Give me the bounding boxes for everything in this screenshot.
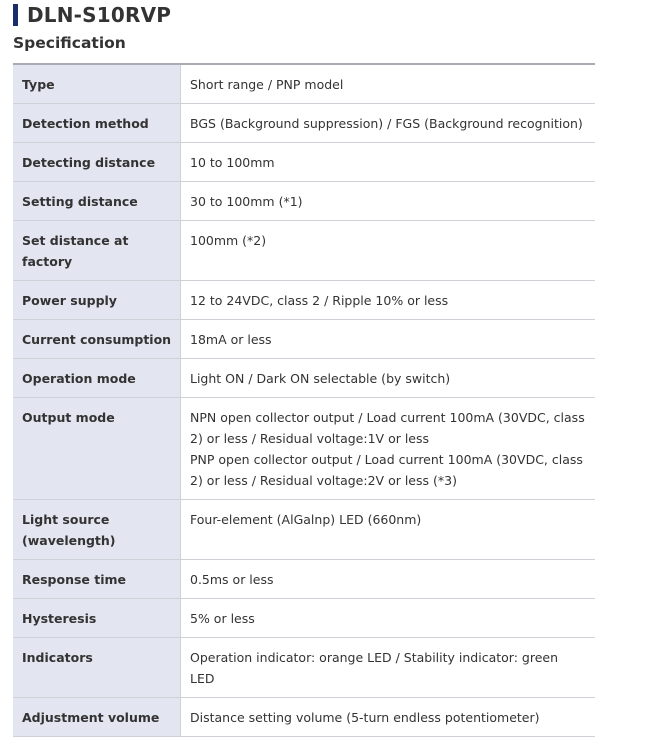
specification-table-body xyxy=(13,64,595,737)
spec-label: Type xyxy=(13,64,181,104)
spec-value: Four-element (AlGalnp) LED (660nm) xyxy=(181,500,596,560)
spec-value: Operation indicator: orange LED / Stability indicator: green LED xyxy=(181,638,596,698)
spec-row xyxy=(13,599,595,638)
spec-label: Operation mode xyxy=(13,359,181,398)
spec-row xyxy=(13,64,595,104)
spec-value: 5% or less xyxy=(181,599,596,638)
spec-value: Distance setting volume (5-turn endless potentiometer) xyxy=(181,698,596,737)
spec-row xyxy=(13,638,595,698)
spec-row xyxy=(13,359,595,398)
spec-label: Adjustment volume xyxy=(13,698,181,737)
spec-row xyxy=(13,104,595,143)
spec-value: NPN open collector output / Load current 100mA (30VDC, class 2) or less / Residual voltage:1V or less PNP open collector output / Load current 100mA (30VDC, class 2) or less / Residual voltage:2V or less (*3) xyxy=(181,398,596,500)
spec-label: Setting distance xyxy=(13,182,181,221)
spec-label: Light source (wavelength) xyxy=(13,500,181,560)
spec-row xyxy=(13,560,595,599)
spec-label: Response time xyxy=(13,560,181,599)
spec-label: Current consumption xyxy=(13,320,181,359)
spec-row xyxy=(13,500,595,560)
spec-value: 18mA or less xyxy=(181,320,596,359)
spec-label: Detection method xyxy=(13,104,181,143)
spec-row xyxy=(13,398,595,500)
spec-row xyxy=(13,320,595,359)
spec-label: Hysteresis xyxy=(13,599,181,638)
spec-label: Power supply xyxy=(13,281,181,320)
spec-value: 0.5ms or less xyxy=(181,560,596,599)
spec-row xyxy=(13,281,595,320)
spec-value: 10 to 100mm xyxy=(181,143,596,182)
spec-row xyxy=(13,221,595,281)
spec-label: Output mode xyxy=(13,398,181,500)
spec-label: Indicators xyxy=(13,638,181,698)
spec-label: Set distance at factory xyxy=(13,221,181,281)
specification-table xyxy=(13,63,595,737)
spec-value: 100mm (*2) xyxy=(181,221,596,281)
page-title: DLN-S10RVP xyxy=(27,3,172,27)
spec-label: Detecting distance xyxy=(13,143,181,182)
spec-value: Short range / PNP model xyxy=(181,64,596,104)
spec-row xyxy=(13,182,595,221)
title-accent-bar xyxy=(13,4,18,26)
spec-value: 12 to 24VDC, class 2 / Ripple 10% or less xyxy=(181,281,596,320)
spec-value: BGS (Background suppression) / FGS (Background recognition) xyxy=(181,104,596,143)
spec-row xyxy=(13,143,595,182)
spec-row xyxy=(13,698,595,737)
section-heading: Specification xyxy=(13,34,126,52)
spec-value: Light ON / Dark ON selectable (by switch) xyxy=(181,359,596,398)
spec-value: 30 to 100mm (*1) xyxy=(181,182,596,221)
page-title-bar xyxy=(13,2,171,28)
